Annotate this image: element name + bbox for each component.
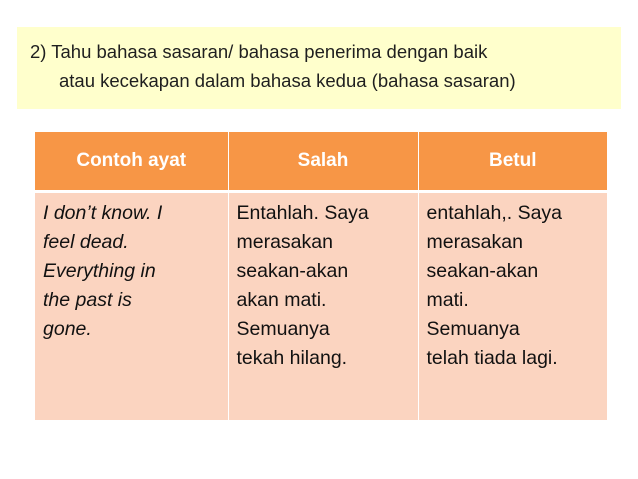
heading-line-2: atau kecekapan dalam bahasa kedua (bahasa sasaran) [59,70,516,91]
correct-line: Semuanya [426,318,520,340]
header-correct: Betul [418,132,607,192]
header-wrong: Salah [228,132,418,192]
heading-box [17,27,621,109]
correct-line: seakan-akan [426,260,539,282]
header-example: Contoh ayat [35,132,228,192]
wrong-line: merasakan [236,231,333,253]
example-line: I don’t know. I [43,202,163,224]
example-sentence-cell [35,192,228,420]
wrong-line: Semuanya [236,318,330,340]
table-row [35,192,607,420]
wrong-line: akan mati. [236,289,327,311]
example-line: feel dead. [43,231,129,253]
wrong-line: seakan-akan [236,260,349,282]
example-line: Everything in [43,260,156,282]
correct-translation-cell [418,192,607,420]
wrong-line: Entahlah. Saya [236,202,369,224]
example-line: the past is [43,289,132,311]
heading-line-1: 2) Tahu bahasa sasaran/ bahasa penerima dengan baik [30,41,488,62]
wrong-translation-cell [228,192,418,420]
translation-table [35,132,607,420]
correct-line: entahlah,. Saya [426,202,563,224]
correct-line: mati. [426,289,469,311]
correct-line: telah tiada lagi. [426,347,558,369]
table-header-row [35,132,607,192]
correct-line: merasakan [426,231,523,253]
example-line: gone. [43,318,92,340]
wrong-line: tekah hilang. [236,347,348,369]
